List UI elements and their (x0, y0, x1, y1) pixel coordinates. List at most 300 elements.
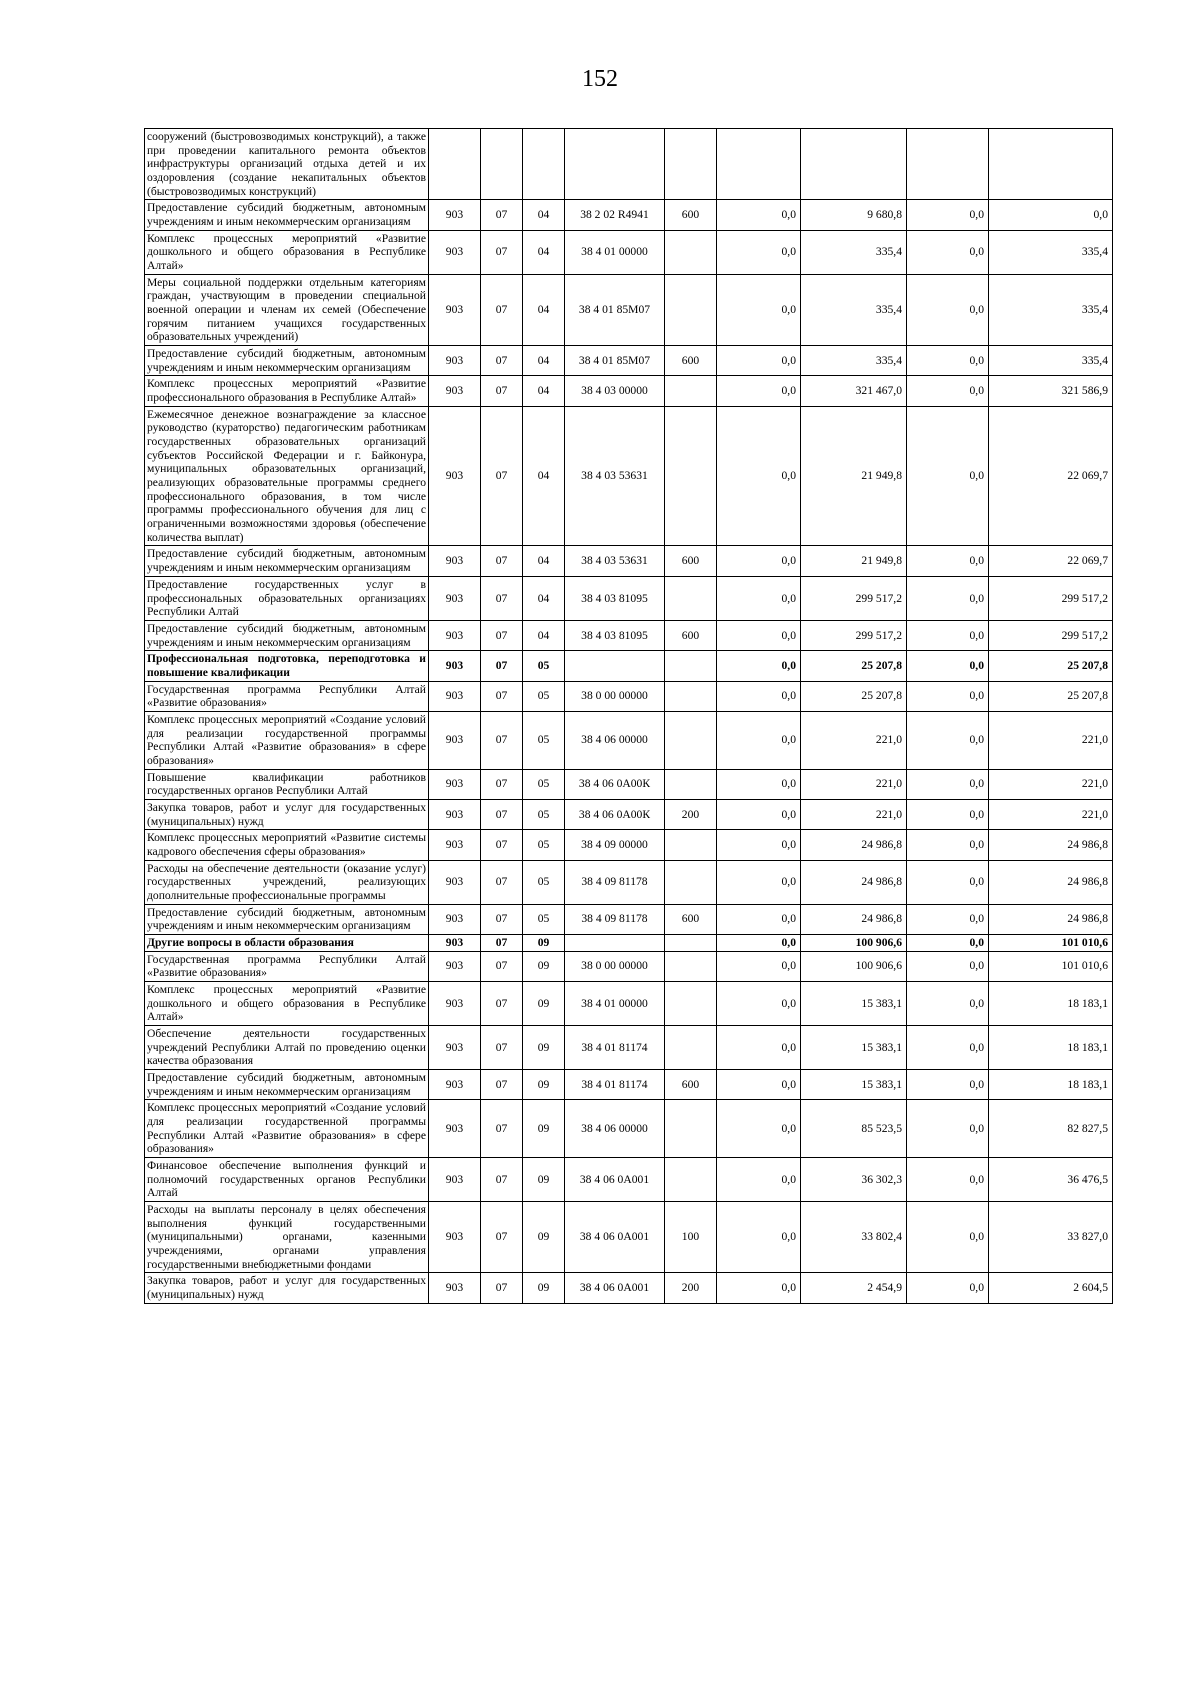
row-value-1-cell: 0,0 (717, 1070, 801, 1100)
row-expense-type-cell (665, 981, 717, 1025)
row-section-cell: 07 (481, 346, 523, 376)
row-section-cell: 07 (481, 681, 523, 711)
row-glav-cell: 903 (429, 200, 481, 230)
row-value-1-cell: 0,0 (717, 1100, 801, 1158)
row-name-cell: Комплекс процессных мероприятий «Развитие профессионального образования в Республике Алтай» (145, 376, 429, 406)
row-glav-cell: 903 (429, 1070, 481, 1100)
row-subsection-cell: 04 (523, 230, 565, 274)
row-target-article-cell: 38 4 01 81174 (565, 1070, 665, 1100)
row-expense-type-cell (665, 860, 717, 904)
row-section-cell: 07 (481, 576, 523, 620)
row-subsection-cell: 09 (523, 1070, 565, 1100)
row-name-cell: Предоставление субсидий бюджетным, автономным учреждениям и иным некоммерческим организациям (145, 1070, 429, 1100)
row-value-2-cell: 335,4 (801, 230, 907, 274)
row-value-4-cell: 33 827,0 (989, 1202, 1113, 1273)
row-name-cell: Предоставление государственных услуг в профессиональных образовательных организациях Республики Алтай (145, 576, 429, 620)
row-value-2-cell: 25 207,8 (801, 651, 907, 681)
row-expense-type-cell (665, 951, 717, 981)
row-expense-type-cell (665, 129, 717, 200)
row-value-4-cell: 22 069,7 (989, 546, 1113, 576)
row-expense-type-cell (665, 230, 717, 274)
row-subsection-cell: 05 (523, 799, 565, 829)
row-value-1-cell: 0,0 (717, 681, 801, 711)
table-row (145, 200, 1113, 230)
table-row (145, 830, 1113, 860)
row-subsection-cell: 09 (523, 1100, 565, 1158)
row-subsection-cell: 09 (523, 1158, 565, 1202)
row-value-2-cell: 21 949,8 (801, 406, 907, 546)
row-target-article-cell (565, 651, 665, 681)
table-row (145, 799, 1113, 829)
row-glav-cell: 903 (429, 981, 481, 1025)
row-subsection-cell: 09 (523, 951, 565, 981)
row-value-1-cell: 0,0 (717, 651, 801, 681)
row-value-4-cell: 299 517,2 (989, 576, 1113, 620)
row-value-1-cell: 0,0 (717, 620, 801, 650)
row-glav-cell: 903 (429, 274, 481, 345)
row-subsection-cell: 04 (523, 200, 565, 230)
row-name-cell: Комплекс процессных мероприятий «Развитие системы кадрового обеспечения сферы образования» (145, 830, 429, 860)
row-value-3-cell: 0,0 (907, 406, 989, 546)
row-value-1-cell: 0,0 (717, 1202, 801, 1273)
row-target-article-cell: 38 4 01 00000 (565, 230, 665, 274)
row-subsection-cell: 04 (523, 546, 565, 576)
row-value-3-cell: 0,0 (907, 651, 989, 681)
row-value-3-cell: 0,0 (907, 830, 989, 860)
row-value-2-cell: 15 383,1 (801, 981, 907, 1025)
table-row (145, 1158, 1113, 1202)
row-expense-type-cell (665, 711, 717, 769)
row-name-cell: Комплекс процессных мероприятий «Создание условий для реализации государственной программы Республики Алтай «Развитие образования» в сфере образования» (145, 711, 429, 769)
row-subsection-cell: 04 (523, 274, 565, 345)
row-target-article-cell: 38 4 09 81178 (565, 904, 665, 934)
row-target-article-cell: 38 4 03 00000 (565, 376, 665, 406)
row-value-2-cell: 85 523,5 (801, 1100, 907, 1158)
row-value-3-cell: 0,0 (907, 1070, 989, 1100)
table-row (145, 576, 1113, 620)
row-name-cell: Предоставление субсидий бюджетным, автономным учреждениям и иным некоммерческим организациям (145, 620, 429, 650)
row-section-cell: 07 (481, 620, 523, 650)
row-name-cell: Комплекс процессных мероприятий «Развитие дошкольного и общего образования в Республике Алтай» (145, 230, 429, 274)
row-value-3-cell: 0,0 (907, 951, 989, 981)
row-expense-type-cell (665, 1158, 717, 1202)
row-target-article-cell: 38 4 06 0А001 (565, 1273, 665, 1303)
row-value-4-cell: 25 207,8 (989, 651, 1113, 681)
row-name-cell: Государственная программа Республики Алтай «Развитие образования» (145, 951, 429, 981)
table-row (145, 129, 1113, 200)
row-value-3-cell: 0,0 (907, 1202, 989, 1273)
row-value-2-cell: 21 949,8 (801, 546, 907, 576)
row-section-cell: 07 (481, 904, 523, 934)
row-name-cell: Закупка товаров, работ и услуг для государственных (муниципальных) нужд (145, 799, 429, 829)
row-section-cell: 07 (481, 934, 523, 951)
row-subsection-cell: 05 (523, 769, 565, 799)
row-name-cell: Предоставление субсидий бюджетным, автономным учреждениям и иным некоммерческим организациям (145, 346, 429, 376)
row-value-2-cell: 335,4 (801, 346, 907, 376)
table-row (145, 951, 1113, 981)
row-name-cell: Комплекс процессных мероприятий «Создание условий для реализации государственной программы Республики Алтай «Развитие образования» в сфере образования» (145, 1100, 429, 1158)
table-row (145, 934, 1113, 951)
row-section-cell: 07 (481, 1100, 523, 1158)
row-target-article-cell: 38 4 06 00000 (565, 1100, 665, 1158)
row-section-cell: 07 (481, 1025, 523, 1069)
row-value-1-cell: 0,0 (717, 799, 801, 829)
row-value-1-cell: 0,0 (717, 981, 801, 1025)
table-row (145, 1025, 1113, 1069)
row-glav-cell: 903 (429, 346, 481, 376)
row-name-cell: Расходы на выплаты персоналу в целях обеспечения выполнения функций государственными (муниципальными) органами, казенными учреждениями, органами управления государственными внебюджетными фондами (145, 1202, 429, 1273)
row-subsection-cell: 04 (523, 376, 565, 406)
row-value-4-cell (989, 129, 1113, 200)
row-subsection-cell: 05 (523, 681, 565, 711)
row-expense-type-cell (665, 830, 717, 860)
row-value-2-cell: 321 467,0 (801, 376, 907, 406)
table-row (145, 620, 1113, 650)
row-target-article-cell: 38 4 06 0А00К (565, 769, 665, 799)
table-row (145, 904, 1113, 934)
row-value-4-cell: 24 986,8 (989, 860, 1113, 904)
row-subsection-cell: 04 (523, 576, 565, 620)
row-value-1-cell: 0,0 (717, 376, 801, 406)
table-row (145, 1273, 1113, 1303)
row-section-cell: 07 (481, 951, 523, 981)
row-glav-cell: 903 (429, 711, 481, 769)
row-target-article-cell (565, 934, 665, 951)
row-name-cell: Ежемесячное денежное вознаграждение за классное руководство (кураторство) педагогическим работникам государственных образовательных организаций субъектов Российской Федерации и г. Байконура, муниципальных образовательных организаций, реализующих образовательные программы среднего профессионального образования, в том числе программы профессионального обучения для лиц с ограниченными возможностями здоровья (обеспечение количества выплат) (145, 406, 429, 546)
row-value-4-cell: 299 517,2 (989, 620, 1113, 650)
row-value-1-cell: 0,0 (717, 406, 801, 546)
row-target-article-cell: 38 4 06 0А00К (565, 799, 665, 829)
row-value-1-cell: 0,0 (717, 274, 801, 345)
row-value-2-cell: 24 986,8 (801, 830, 907, 860)
table-row (145, 1100, 1113, 1158)
row-value-4-cell: 24 986,8 (989, 830, 1113, 860)
row-value-1-cell: 0,0 (717, 951, 801, 981)
row-value-4-cell: 2 604,5 (989, 1273, 1113, 1303)
row-expense-type-cell (665, 651, 717, 681)
row-target-article-cell (565, 129, 665, 200)
row-subsection-cell: 05 (523, 651, 565, 681)
row-expense-type-cell (665, 1100, 717, 1158)
row-glav-cell: 903 (429, 951, 481, 981)
row-value-2-cell: 221,0 (801, 799, 907, 829)
row-target-article-cell: 38 2 02 R4941 (565, 200, 665, 230)
table-row (145, 1070, 1113, 1100)
row-value-4-cell: 321 586,9 (989, 376, 1113, 406)
budget-table-body (145, 129, 1113, 1304)
row-expense-type-cell: 600 (665, 200, 717, 230)
row-value-3-cell: 0,0 (907, 1100, 989, 1158)
table-row (145, 711, 1113, 769)
row-value-2-cell: 221,0 (801, 711, 907, 769)
row-expense-type-cell: 600 (665, 346, 717, 376)
row-expense-type-cell: 200 (665, 1273, 717, 1303)
row-value-3-cell: 0,0 (907, 1158, 989, 1202)
row-subsection-cell: 05 (523, 711, 565, 769)
row-value-4-cell: 22 069,7 (989, 406, 1113, 546)
row-value-3-cell: 0,0 (907, 904, 989, 934)
row-glav-cell: 903 (429, 651, 481, 681)
row-expense-type-cell: 600 (665, 1070, 717, 1100)
row-glav-cell: 903 (429, 1100, 481, 1158)
row-glav-cell: 903 (429, 799, 481, 829)
row-expense-type-cell (665, 934, 717, 951)
row-value-4-cell: 82 827,5 (989, 1100, 1113, 1158)
row-value-2-cell: 335,4 (801, 274, 907, 345)
row-name-cell: Меры социальной поддержки отдельным категориям граждан, участвующим в проведении специальной военной операции и членам их семей (Обеспечение горячим питанием учащихся государственных образовательных учреждений) (145, 274, 429, 345)
row-name-cell: Другие вопросы в области образования (145, 934, 429, 951)
row-glav-cell: 903 (429, 406, 481, 546)
row-target-article-cell: 38 0 00 00000 (565, 951, 665, 981)
table-row (145, 769, 1113, 799)
row-glav-cell: 903 (429, 934, 481, 951)
row-expense-type-cell (665, 1025, 717, 1069)
row-subsection-cell: 05 (523, 860, 565, 904)
row-section-cell: 07 (481, 274, 523, 345)
row-name-cell: Предоставление субсидий бюджетным, автономным учреждениям и иным некоммерческим организациям (145, 200, 429, 230)
row-glav-cell: 903 (429, 681, 481, 711)
row-expense-type-cell (665, 576, 717, 620)
row-value-3-cell: 0,0 (907, 346, 989, 376)
row-name-cell: Профессиональная подготовка, переподготовка и повышение квалификации (145, 651, 429, 681)
row-section-cell: 07 (481, 981, 523, 1025)
table-row (145, 860, 1113, 904)
row-glav-cell: 903 (429, 1025, 481, 1069)
row-glav-cell: 903 (429, 620, 481, 650)
table-row (145, 546, 1113, 576)
row-target-article-cell: 38 4 06 00000 (565, 711, 665, 769)
row-target-article-cell: 38 4 09 00000 (565, 830, 665, 860)
row-name-cell: Государственная программа Республики Алтай «Развитие образования» (145, 681, 429, 711)
row-glav-cell: 903 (429, 904, 481, 934)
row-target-article-cell: 38 4 03 81095 (565, 576, 665, 620)
row-expense-type-cell: 200 (665, 799, 717, 829)
row-section-cell: 07 (481, 546, 523, 576)
row-value-2-cell: 100 906,6 (801, 951, 907, 981)
row-value-3-cell: 0,0 (907, 230, 989, 274)
row-value-3-cell: 0,0 (907, 860, 989, 904)
row-target-article-cell: 38 4 03 53631 (565, 406, 665, 546)
row-name-cell: Закупка товаров, работ и услуг для государственных (муниципальных) нужд (145, 1273, 429, 1303)
row-expense-type-cell (665, 406, 717, 546)
row-value-4-cell: 18 183,1 (989, 981, 1113, 1025)
row-value-1-cell (717, 129, 801, 200)
row-value-3-cell: 0,0 (907, 934, 989, 951)
row-subsection-cell: 05 (523, 904, 565, 934)
row-value-4-cell: 101 010,6 (989, 934, 1113, 951)
row-value-1-cell: 0,0 (717, 576, 801, 620)
row-expense-type-cell: 600 (665, 546, 717, 576)
row-subsection-cell: 05 (523, 830, 565, 860)
row-glav-cell: 903 (429, 830, 481, 860)
budget-table (144, 128, 1113, 1304)
row-section-cell: 07 (481, 230, 523, 274)
row-section-cell: 07 (481, 799, 523, 829)
row-value-3-cell: 0,0 (907, 576, 989, 620)
row-value-3-cell: 0,0 (907, 1273, 989, 1303)
row-subsection-cell: 09 (523, 1273, 565, 1303)
table-row (145, 274, 1113, 345)
row-target-article-cell: 38 4 06 0А001 (565, 1158, 665, 1202)
row-section-cell: 07 (481, 1202, 523, 1273)
row-value-2-cell: 2 454,9 (801, 1273, 907, 1303)
row-glav-cell: 903 (429, 860, 481, 904)
row-target-article-cell: 38 0 00 00000 (565, 681, 665, 711)
row-value-3-cell: 0,0 (907, 1025, 989, 1069)
row-value-4-cell: 335,4 (989, 346, 1113, 376)
row-value-1-cell: 0,0 (717, 200, 801, 230)
row-value-4-cell: 221,0 (989, 711, 1113, 769)
row-glav-cell: 903 (429, 546, 481, 576)
row-value-3-cell: 0,0 (907, 376, 989, 406)
row-value-4-cell: 335,4 (989, 274, 1113, 345)
row-value-3-cell: 0,0 (907, 274, 989, 345)
row-section-cell (481, 129, 523, 200)
row-value-4-cell: 101 010,6 (989, 951, 1113, 981)
row-value-2-cell: 100 906,6 (801, 934, 907, 951)
row-value-3-cell: 0,0 (907, 981, 989, 1025)
row-name-cell: Комплекс процессных мероприятий «Развитие дошкольного и общего образования в Республике Алтай» (145, 981, 429, 1025)
row-section-cell: 07 (481, 651, 523, 681)
row-glav-cell: 903 (429, 769, 481, 799)
row-subsection-cell (523, 129, 565, 200)
row-value-1-cell: 0,0 (717, 1025, 801, 1069)
row-glav-cell: 903 (429, 376, 481, 406)
table-row (145, 681, 1113, 711)
row-value-3-cell: 0,0 (907, 681, 989, 711)
row-name-cell: Предоставление субсидий бюджетным, автономным учреждениям и иным некоммерческим организациям (145, 904, 429, 934)
row-target-article-cell: 38 4 03 81095 (565, 620, 665, 650)
row-subsection-cell: 04 (523, 346, 565, 376)
table-row (145, 406, 1113, 546)
row-value-4-cell: 24 986,8 (989, 904, 1113, 934)
row-name-cell: сооружений (быстровозводимых конструкций), а также при проведении капитального ремонта объектов инфраструктуры организаций отдыха детей и их оздоровления (создание некапитальных объектов (быстровозводимых конструкций) (145, 129, 429, 200)
row-value-2-cell: 299 517,2 (801, 576, 907, 620)
row-expense-type-cell: 600 (665, 620, 717, 650)
row-value-2-cell: 25 207,8 (801, 681, 907, 711)
row-value-1-cell: 0,0 (717, 1273, 801, 1303)
row-subsection-cell: 04 (523, 620, 565, 650)
row-section-cell: 07 (481, 860, 523, 904)
row-value-2-cell: 36 302,3 (801, 1158, 907, 1202)
row-value-1-cell: 0,0 (717, 1158, 801, 1202)
row-value-4-cell: 335,4 (989, 230, 1113, 274)
row-expense-type-cell (665, 376, 717, 406)
row-value-2-cell: 24 986,8 (801, 904, 907, 934)
row-value-2-cell (801, 129, 907, 200)
row-value-4-cell: 36 476,5 (989, 1158, 1113, 1202)
row-subsection-cell: 09 (523, 934, 565, 951)
row-subsection-cell: 09 (523, 981, 565, 1025)
row-value-4-cell: 18 183,1 (989, 1025, 1113, 1069)
row-expense-type-cell: 100 (665, 1202, 717, 1273)
row-target-article-cell: 38 4 09 81178 (565, 860, 665, 904)
row-value-1-cell: 0,0 (717, 711, 801, 769)
table-row (145, 230, 1113, 274)
table-row (145, 376, 1113, 406)
row-value-3-cell (907, 129, 989, 200)
row-subsection-cell: 09 (523, 1202, 565, 1273)
row-glav-cell: 903 (429, 1273, 481, 1303)
row-section-cell: 07 (481, 1158, 523, 1202)
row-value-4-cell: 25 207,8 (989, 681, 1113, 711)
row-value-2-cell: 15 383,1 (801, 1070, 907, 1100)
table-row (145, 1202, 1113, 1273)
row-value-2-cell: 9 680,8 (801, 200, 907, 230)
row-expense-type-cell (665, 681, 717, 711)
row-value-2-cell: 33 802,4 (801, 1202, 907, 1273)
row-value-2-cell: 24 986,8 (801, 860, 907, 904)
row-target-article-cell: 38 4 03 53631 (565, 546, 665, 576)
row-section-cell: 07 (481, 1273, 523, 1303)
row-value-1-cell: 0,0 (717, 769, 801, 799)
row-value-3-cell: 0,0 (907, 799, 989, 829)
table-row (145, 981, 1113, 1025)
row-value-1-cell: 0,0 (717, 860, 801, 904)
row-value-4-cell: 221,0 (989, 799, 1113, 829)
row-value-1-cell: 0,0 (717, 830, 801, 860)
row-expense-type-cell (665, 274, 717, 345)
row-value-4-cell: 0,0 (989, 200, 1113, 230)
row-name-cell: Повышение квалификации работников государственных органов Республики Алтай (145, 769, 429, 799)
row-section-cell: 07 (481, 711, 523, 769)
row-name-cell: Расходы на обеспечение деятельности (оказание услуг) государственных учреждений, реализующих дополнительные профессиональные программы (145, 860, 429, 904)
row-subsection-cell: 04 (523, 406, 565, 546)
row-section-cell: 07 (481, 830, 523, 860)
row-section-cell: 07 (481, 769, 523, 799)
table-row (145, 346, 1113, 376)
page-number: 152 (582, 66, 618, 92)
row-value-2-cell: 221,0 (801, 769, 907, 799)
row-value-1-cell: 0,0 (717, 934, 801, 951)
row-value-3-cell: 0,0 (907, 546, 989, 576)
row-value-1-cell: 0,0 (717, 546, 801, 576)
row-target-article-cell: 38 4 01 81174 (565, 1025, 665, 1069)
row-name-cell: Финансовое обеспечение выполнения функций и полномочий государственных органов Республики Алтай (145, 1158, 429, 1202)
row-value-3-cell: 0,0 (907, 200, 989, 230)
row-subsection-cell: 09 (523, 1025, 565, 1069)
row-section-cell: 07 (481, 200, 523, 230)
row-target-article-cell: 38 4 01 85М07 (565, 274, 665, 345)
row-target-article-cell: 38 4 01 85М07 (565, 346, 665, 376)
row-name-cell: Предоставление субсидий бюджетным, автономным учреждениям и иным некоммерческим организациям (145, 546, 429, 576)
row-section-cell: 07 (481, 1070, 523, 1100)
row-value-3-cell: 0,0 (907, 620, 989, 650)
row-value-1-cell: 0,0 (717, 904, 801, 934)
row-glav-cell: 903 (429, 1202, 481, 1273)
row-value-1-cell: 0,0 (717, 346, 801, 376)
row-value-4-cell: 18 183,1 (989, 1070, 1113, 1100)
table-row (145, 651, 1113, 681)
row-value-1-cell: 0,0 (717, 230, 801, 274)
row-value-2-cell: 299 517,2 (801, 620, 907, 650)
row-section-cell: 07 (481, 406, 523, 546)
row-value-4-cell: 221,0 (989, 769, 1113, 799)
row-expense-type-cell: 600 (665, 904, 717, 934)
row-name-cell: Обеспечение деятельности государственных учреждений Республики Алтай по проведению оценки качества образования (145, 1025, 429, 1069)
row-target-article-cell: 38 4 06 0А001 (565, 1202, 665, 1273)
row-value-3-cell: 0,0 (907, 769, 989, 799)
row-expense-type-cell (665, 769, 717, 799)
row-value-2-cell: 15 383,1 (801, 1025, 907, 1069)
row-value-3-cell: 0,0 (907, 711, 989, 769)
row-glav-cell: 903 (429, 1158, 481, 1202)
row-glav-cell: 903 (429, 576, 481, 620)
row-glav-cell (429, 129, 481, 200)
row-target-article-cell: 38 4 01 00000 (565, 981, 665, 1025)
row-glav-cell: 903 (429, 230, 481, 274)
row-section-cell: 07 (481, 376, 523, 406)
